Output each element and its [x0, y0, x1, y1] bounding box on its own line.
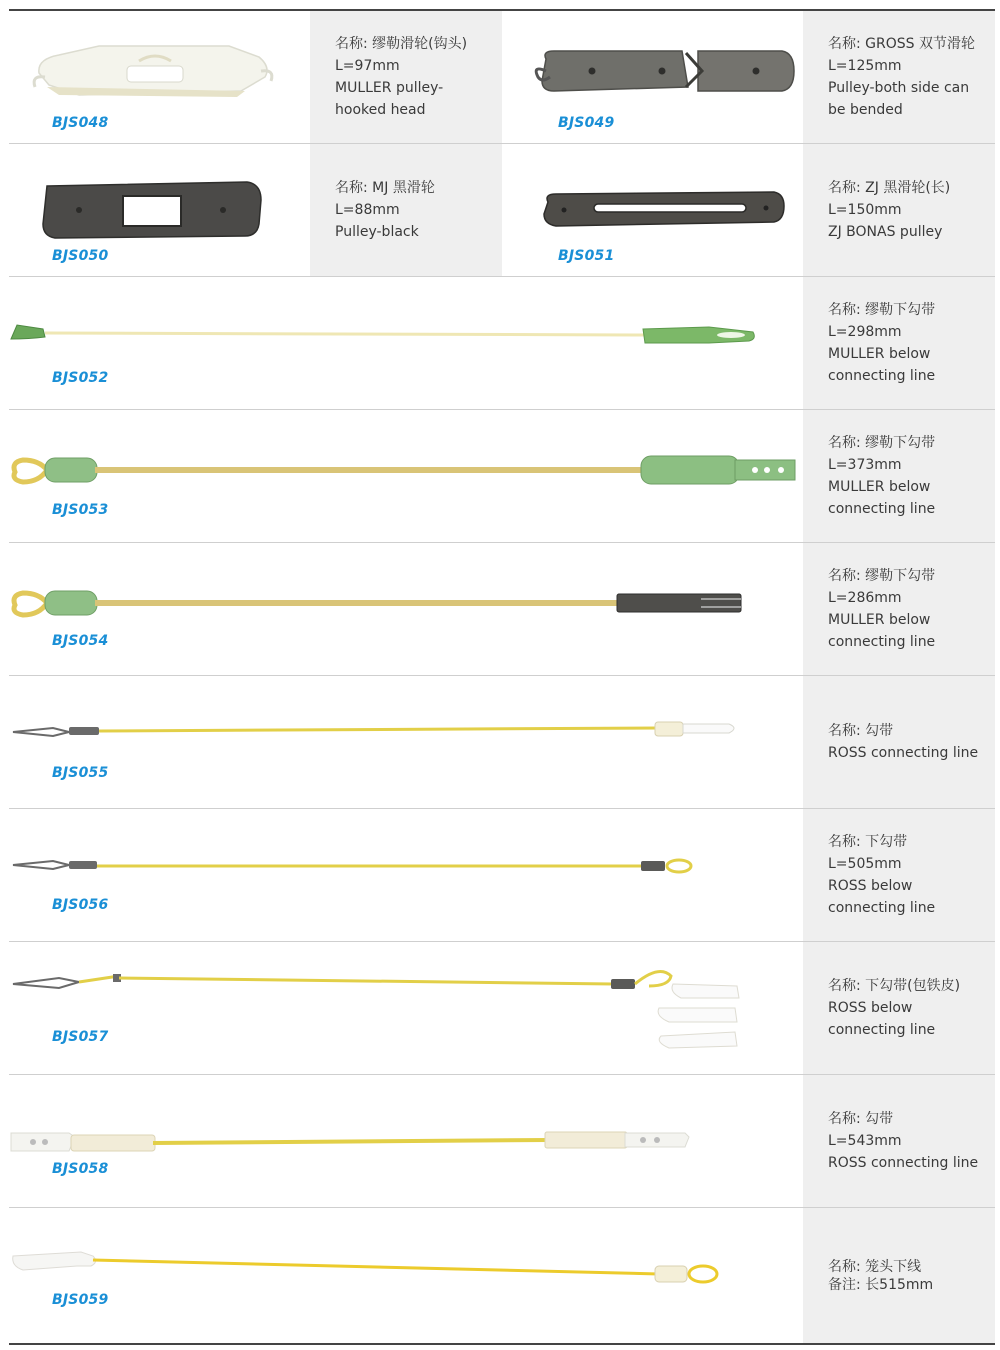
- product-english-name-cont: connecting line: [828, 368, 936, 384]
- product-english-name: MULLER pulley-: [335, 80, 444, 96]
- product-length: L=286mm: [828, 590, 902, 606]
- product-description-cell: [803, 11, 995, 143]
- product-english-name-cont: connecting line: [828, 1022, 936, 1038]
- product-code: BJS049: [558, 115, 615, 131]
- product-description-cell: [803, 676, 995, 808]
- catalog-row: [9, 942, 995, 1075]
- product-code: BJS051: [558, 248, 615, 264]
- product-length: L=97mm: [335, 58, 400, 74]
- product-length: L=543mm: [828, 1133, 902, 1149]
- product-english-name: ZJ BONAS pulley: [828, 224, 943, 240]
- product-image-cell: [502, 144, 803, 276]
- product-english-name-cont: hooked head: [335, 102, 426, 118]
- product-length: L=298mm: [828, 324, 902, 340]
- catalog-row: [9, 676, 995, 809]
- product-name: 名称: 缪勒滑轮(钩头): [335, 36, 468, 52]
- product-description-cell: [803, 144, 995, 276]
- product-image-cell: [9, 144, 310, 276]
- product-english-name-cont: connecting line: [828, 900, 936, 916]
- product-name: 名称: 缪勒下勾带: [828, 568, 936, 584]
- product-code: BJS057: [52, 1029, 109, 1045]
- product-description-cell: [803, 410, 995, 542]
- product-image-cell: [9, 942, 803, 1074]
- ross-connecting-line-image: [9, 676, 803, 809]
- product-description-cell: [310, 11, 502, 143]
- product-english-name: ROSS below: [828, 1000, 913, 1016]
- product-english-name: MULLER below: [828, 346, 931, 362]
- product-name: 名称: MJ 黑滑轮: [335, 180, 435, 196]
- harness-bottom-line-image: [9, 1208, 803, 1343]
- product-image-cell: [9, 809, 803, 941]
- product-description-cell: [803, 543, 995, 675]
- product-english-name-cont: be bended: [828, 102, 903, 118]
- product-name: 名称: 下勾带: [828, 834, 908, 850]
- product-description-cell: [803, 942, 995, 1074]
- product-image-cell: [9, 676, 803, 808]
- product-image-cell: [9, 1075, 803, 1207]
- catalog-row: [9, 277, 995, 410]
- product-length: L=88mm: [335, 202, 400, 218]
- product-length: L=505mm: [828, 856, 902, 872]
- product-english-name-cont: connecting line: [828, 501, 936, 517]
- ross-connecting-line-image: [9, 809, 803, 942]
- product-english-name: Pulley-both side can: [828, 80, 970, 96]
- muller-connecting-line-image: [9, 410, 803, 543]
- catalog-row: [9, 1208, 995, 1343]
- ross-connecting-line-with-clips-image: [9, 942, 803, 1075]
- zj-long-black-pulley-image: [502, 144, 803, 277]
- muller-connecting-line-image: [9, 543, 803, 676]
- product-description-cell: [310, 144, 502, 276]
- product-image-cell: [9, 11, 310, 143]
- product-name: 名称: 缪勒下勾带: [828, 302, 936, 318]
- product-name: 名称: 勾带: [828, 1111, 894, 1127]
- product-image-cell: [9, 543, 803, 675]
- product-image-cell: [502, 11, 803, 143]
- product-length: L=373mm: [828, 457, 902, 473]
- catalog-row: [9, 1075, 995, 1208]
- product-english-name: MULLER below: [828, 479, 931, 495]
- product-code: BJS050: [52, 248, 109, 264]
- product-english-name: MULLER below: [828, 612, 931, 628]
- product-code: BJS056: [52, 897, 109, 913]
- product-code: BJS052: [52, 370, 109, 386]
- product-length: L=150mm: [828, 202, 902, 218]
- product-description-cell: [803, 277, 995, 409]
- product-english-name: ROSS below: [828, 878, 913, 894]
- product-code: BJS053: [52, 502, 109, 518]
- product-code: BJS048: [52, 115, 109, 131]
- muller-connecting-line-image: [9, 277, 803, 410]
- product-name: 名称: ZJ 黑滑轮(长): [828, 180, 951, 196]
- catalog-row: [9, 410, 995, 543]
- product-english-name: ROSS connecting line: [828, 745, 979, 761]
- product-remark: 备注: 长515mm: [828, 1276, 934, 1293]
- product-description-cell: [803, 809, 995, 941]
- product-name: 名称: 勾带: [828, 723, 894, 739]
- product-english-name: Pulley-black: [335, 224, 419, 240]
- product-code: BJS054: [52, 633, 109, 649]
- product-description-cell: [803, 1208, 995, 1343]
- double-section-pulley-image: [502, 11, 803, 144]
- product-description-cell: [803, 1075, 995, 1207]
- catalog-row: [9, 144, 995, 277]
- product-name: 名称: GROSS 双节滑轮: [828, 36, 975, 52]
- product-name: 名称: 缪勒下勾带: [828, 435, 936, 451]
- product-english-name: ROSS connecting line: [828, 1155, 979, 1171]
- product-code: BJS055: [52, 765, 109, 781]
- product-name: 名称: 笼头下线: [828, 1258, 922, 1275]
- catalog-row: [9, 543, 995, 676]
- ross-connecting-line-image: [9, 1075, 803, 1208]
- product-image-cell: [9, 277, 803, 409]
- product-catalog: [9, 9, 995, 1345]
- product-image-cell: [9, 1208, 803, 1343]
- product-code: BJS059: [52, 1292, 109, 1308]
- product-name: 名称: 下勾带(包铁皮): [828, 978, 961, 994]
- product-length: L=125mm: [828, 58, 902, 74]
- catalog-row: [9, 809, 995, 942]
- catalog-row: [9, 11, 995, 144]
- product-english-name-cont: connecting line: [828, 634, 936, 650]
- product-image-cell: [9, 410, 803, 542]
- product-code: BJS058: [52, 1161, 109, 1177]
